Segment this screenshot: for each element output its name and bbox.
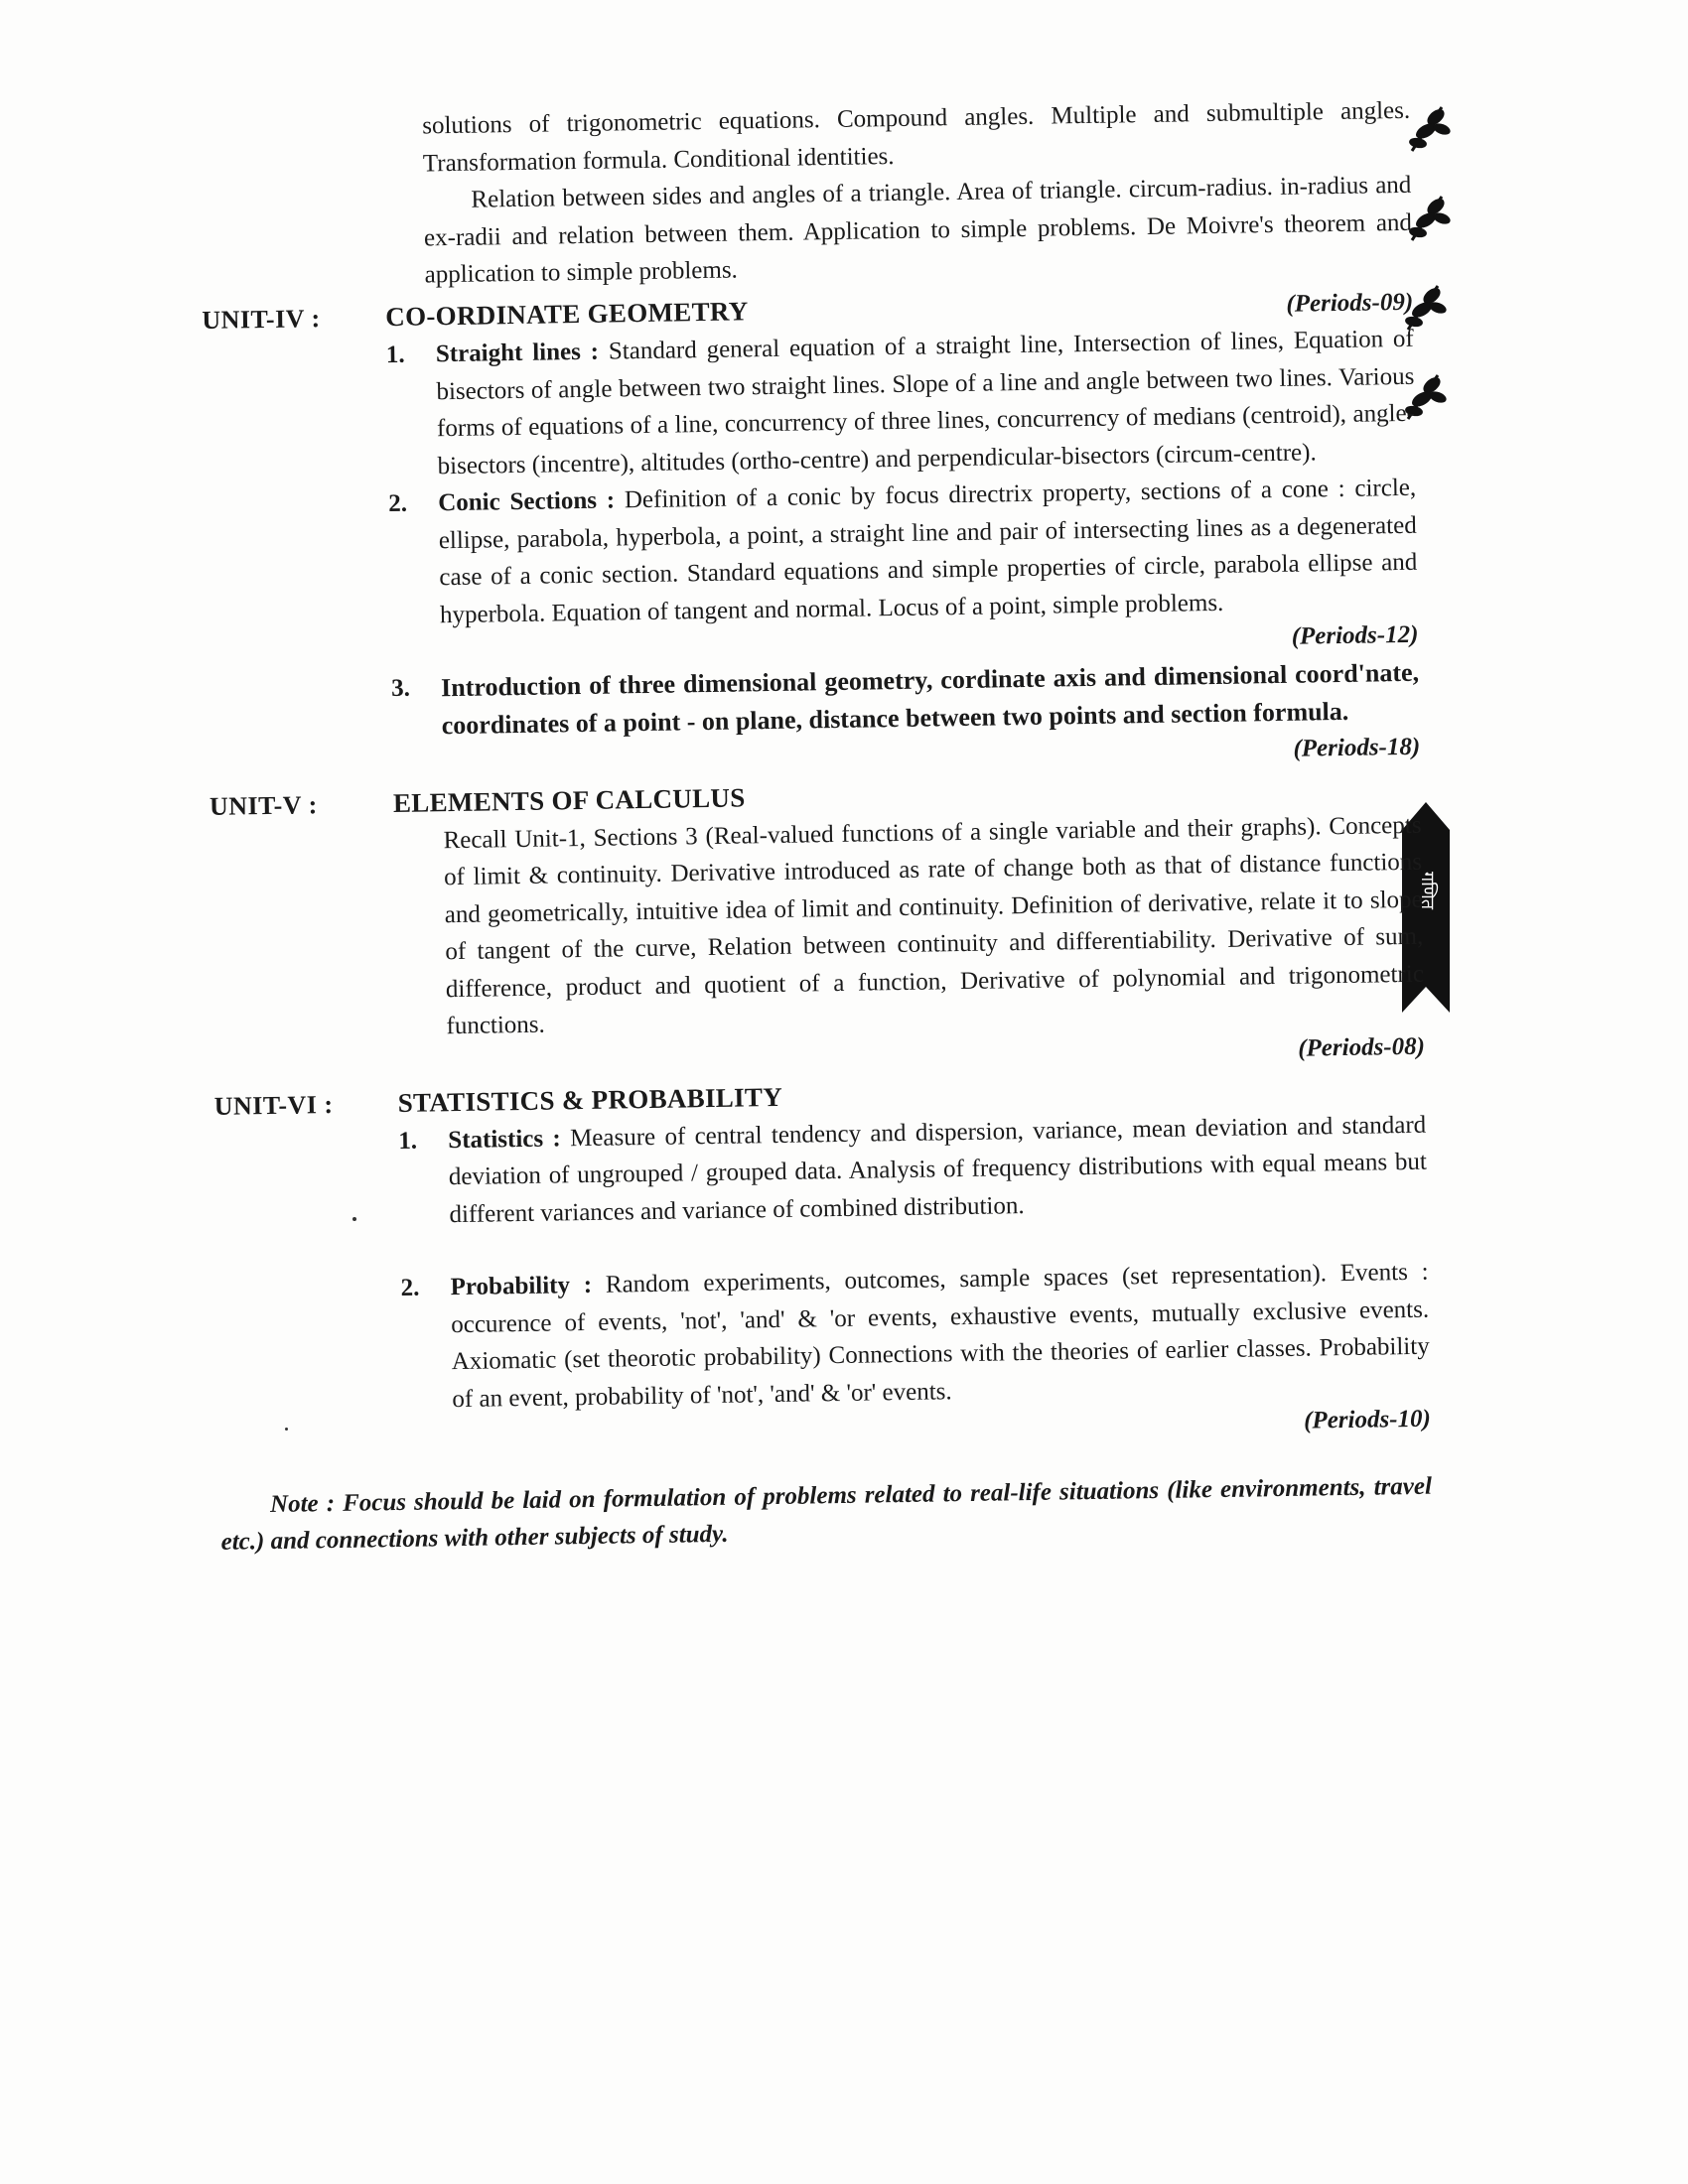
list-item bbox=[216, 1254, 1431, 1457]
item-number: 2. bbox=[400, 1274, 420, 1301]
item-text: Random experiments, outcomes, sample spaces (set representation). Events : occurence of events, 'not', 'and' & 'or events, exhaustive events, mutually exclusive events. Axiomatic (set theorotic probability) Connections with the theories of earlier classes. Probability of an event, probability of 'not', 'and' & 'or' events. bbox=[451, 1258, 1430, 1413]
top-paragraph-line1: solutions of trigonometric equations. Compound angles. Multiple and submultiple angles. Transformation formula. Conditional identities. bbox=[422, 96, 1411, 177]
item-heading: Straight lines : bbox=[435, 338, 600, 368]
top-paragraph bbox=[199, 92, 1413, 298]
periods-label: (Periods-08) bbox=[1297, 1032, 1426, 1062]
item-number: 3. bbox=[390, 674, 411, 702]
unit-label: UNIT-IV : bbox=[202, 303, 321, 335]
item-heading: Conic Sections : bbox=[438, 486, 616, 517]
item-number: 1. bbox=[398, 1127, 418, 1155]
unit-title: ELEMENTS OF CALCULUS bbox=[392, 782, 746, 819]
periods-label: (Periods-18) bbox=[1293, 733, 1421, 762]
periods-label: (Periods-12) bbox=[1291, 620, 1419, 650]
unit-label: UNIT-V : bbox=[209, 790, 318, 821]
periods-label: (Periods-10) bbox=[1303, 1405, 1432, 1434]
item-heading: Probability : bbox=[450, 1271, 593, 1301]
list-item bbox=[214, 1106, 1428, 1237]
unit-v-text bbox=[210, 806, 1425, 1084]
top-paragraph-line2: Relation between sides and angles of a triangle. Area of triangle. circum-radius. in-radius and ex-radii and relation between them. Application to simple problems. De Moivre's theorem and application to simple problems. bbox=[423, 171, 1413, 289]
item-text: Standard general equation of a straight line, Intersection of lines, Equation of bisectors of angle between two straight lines. Slope of a line and angle between two lines. Various forms of equations of a line, concurrency of three lines, concurrency of medians (centroid), angle-bisectors (incentre), altitudes (ortho-centre) and perpendicular-bisectors (circum-centre). bbox=[436, 325, 1416, 479]
unit-title: STATISTICS & PROBABILITY bbox=[397, 1081, 783, 1118]
item-text: Recall Unit-1, Sections 3 (Real-valued functions of a single variable and their graphs). Concepts of limit & continuity. Derivative introduced as rate of change both as that of distance functions and geometrically, intuitive idea of limit and continuity. Definition of derivative, relate it to slope of tangent of the curve, Relation between continuity and differentiability. Derivative of sum, difference, product and quotient of a function, Derivative of polynomial and trigonometric functions. bbox=[443, 811, 1425, 1040]
list-item bbox=[203, 321, 1416, 488]
item-text: Introduction of three dimensional geometry, cordinate axis and dimensional coord'nate, coordinates of a point - on plane, distance between two points and section formula. bbox=[440, 657, 1420, 741]
item-text: Measure of central tendency and dispersion, variance, mean deviation and standard deviation of ungrouped / grouped data. Analysis of frequency distributions with equal means but different variances and variance of combined distribution. bbox=[448, 1111, 1427, 1228]
item-text: Definition of a conic by focus directrix property, sections of a cone : circle, ellipse, parabola, hyperbola, a point, a straight line and pair of intersecting lines as a degenerated case of a conic section. Standard equations and simple properties of circle, parabola ellipse and hyperbola. Equation of tangent and normal. Locus of a point, simple problems. bbox=[438, 474, 1418, 628]
list-item bbox=[208, 653, 1421, 784]
unit-label: UNIT-VI : bbox=[213, 1089, 334, 1121]
syllabus-content bbox=[199, 92, 1433, 1561]
item-number: 1. bbox=[385, 341, 405, 369]
unit-title: CO-ORDINATE GEOMETRY bbox=[385, 295, 749, 332]
periods-label: (Periods-09) bbox=[1286, 288, 1414, 318]
list-item bbox=[205, 470, 1419, 673]
item-heading: Statistics : bbox=[448, 1124, 561, 1154]
note-paragraph: Note : Focus should be laid on formulation of problems related to real-life situations (like environments, travel etc.) and connections with other subjects of study. bbox=[220, 1472, 1433, 1556]
side-tab-label: गणित bbox=[1417, 871, 1438, 910]
item-number: 2. bbox=[388, 489, 408, 518]
